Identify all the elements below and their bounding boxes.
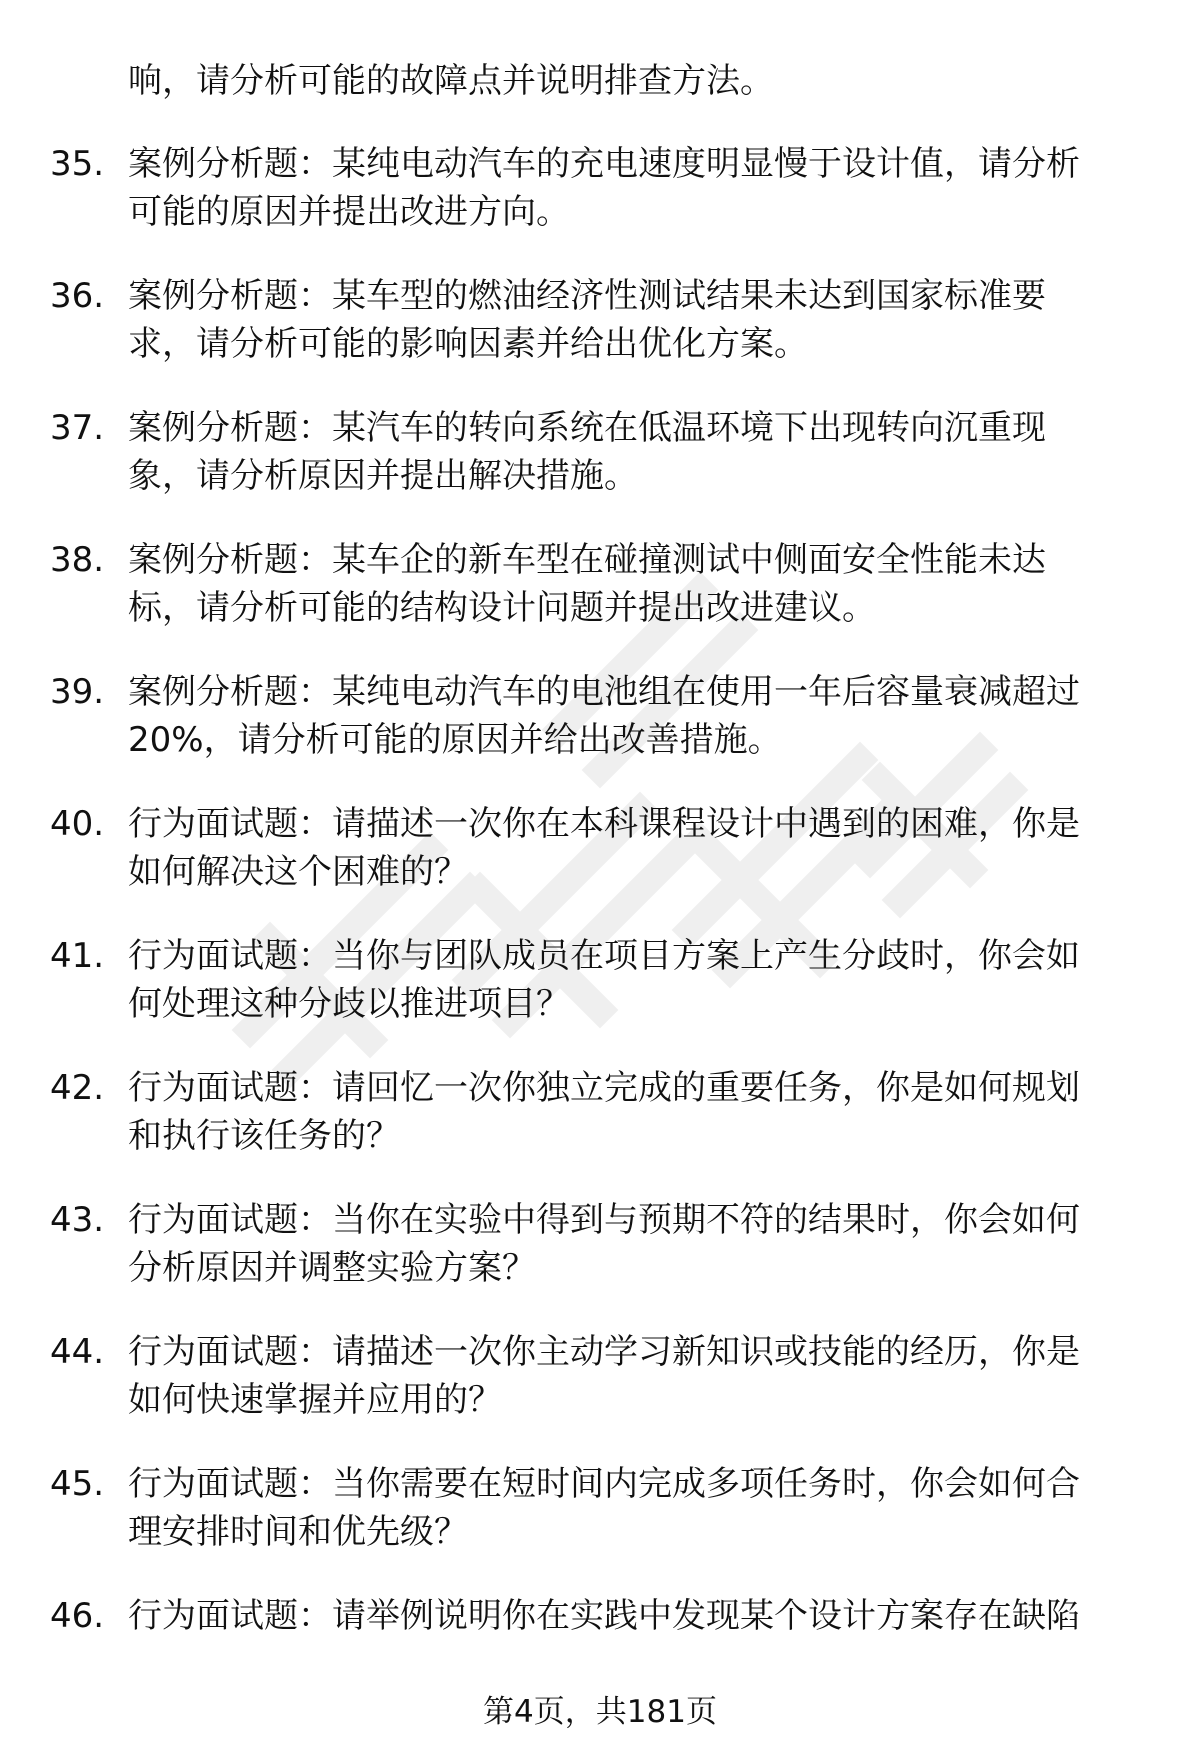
question-number: 38. — [50, 540, 105, 580]
question-number: 40. — [50, 804, 105, 844]
question-number: 35. — [50, 144, 105, 184]
question-text — [128, 932, 1148, 1028]
question-line: 行为面试题：当你需要在短时间内完成多项任务时，你会如何合 — [128, 1464, 1080, 1504]
question-line: 可能的原因并提出改进方向。 — [128, 192, 570, 232]
question-line: 理安排时间和优先级？ — [128, 1512, 468, 1552]
question-text — [128, 536, 1148, 632]
question-item — [0, 272, 1200, 404]
question-text — [128, 140, 1148, 236]
question-number: 39. — [50, 672, 105, 712]
question-item — [0, 404, 1200, 536]
question-number: 42. — [50, 1068, 105, 1108]
question-line: 20%，请分析可能的原因并给出改善措施。 — [128, 720, 782, 760]
question-item — [0, 932, 1200, 1064]
page-footer: 第4页，共181页 — [483, 1694, 717, 1730]
question-line: 行为面试题：请描述一次你在本科课程设计中遇到的困难，你是 — [128, 804, 1080, 844]
question-line: 案例分析题：某纯电动汽车的充电速度明显慢于设计值，请分析 — [128, 144, 1080, 184]
question-number: 37. — [50, 408, 105, 448]
question-line: 行为面试题：请回忆一次你独立完成的重要任务，你是如何规划 — [128, 1068, 1080, 1108]
continuation-line: 响，请分析可能的故障点并说明排查方法。 — [128, 61, 774, 101]
question-text — [128, 1592, 1148, 1640]
question-line: 行为面试题：请举例说明你在实践中发现某个设计方案存在缺陷 — [128, 1596, 1080, 1636]
question-text — [128, 1460, 1148, 1556]
question-line: 行为面试题：当你与团队成员在项目方案上产生分歧时，你会如 — [128, 936, 1080, 976]
question-line: 案例分析题：某纯电动汽车的电池组在使用一年后容量衰减超过 — [128, 672, 1080, 712]
question-line: 案例分析题：某车企的新车型在碰撞测试中侧面安全性能未达 — [128, 540, 1046, 580]
question-text — [128, 404, 1148, 500]
question-number: 45. — [50, 1464, 105, 1504]
question-number: 41. — [50, 936, 105, 976]
question-number: 46. — [50, 1596, 105, 1636]
question-line: 行为面试题：当你在实验中得到与预期不符的结果时，你会如何 — [128, 1200, 1080, 1240]
question-line: 和执行该任务的？ — [128, 1116, 400, 1156]
question-text — [128, 272, 1148, 368]
question-line: 分析原因并调整实验方案？ — [128, 1248, 536, 1288]
question-line: 如何快速掌握并应用的？ — [128, 1380, 502, 1420]
question-line: 案例分析题：某车型的燃油经济性测试结果未达到国家标准要 — [128, 276, 1046, 316]
question-text — [128, 1064, 1148, 1160]
question-line: 求，请分析可能的影响因素并给出优化方案。 — [128, 324, 808, 364]
question-text — [128, 1328, 1148, 1424]
question-item — [0, 1328, 1200, 1460]
question-line: 何处理这种分歧以推进项目？ — [128, 984, 570, 1024]
question-text — [128, 800, 1148, 896]
question-list — [0, 140, 1200, 1724]
question-item — [0, 140, 1200, 272]
question-number: 43. — [50, 1200, 105, 1240]
question-item — [0, 800, 1200, 932]
question-item — [0, 668, 1200, 800]
question-text — [128, 1196, 1148, 1292]
question-item — [0, 536, 1200, 668]
question-line: 象，请分析原因并提出解决措施。 — [128, 456, 638, 496]
question-item — [0, 1196, 1200, 1328]
question-number: 44. — [50, 1332, 105, 1372]
question-text — [128, 668, 1148, 764]
question-item — [0, 1064, 1200, 1196]
question-number: 36. — [50, 276, 105, 316]
question-line: 案例分析题：某汽车的转向系统在低温环境下出现转向沉重现 — [128, 408, 1046, 448]
question-line: 标，请分析可能的结构设计问题并提出改进建议。 — [128, 588, 876, 628]
question-line: 行为面试题：请描述一次你主动学习新知识或技能的经历，你是 — [128, 1332, 1080, 1372]
question-item — [0, 1460, 1200, 1592]
question-line: 如何解决这个困难的？ — [128, 852, 468, 892]
